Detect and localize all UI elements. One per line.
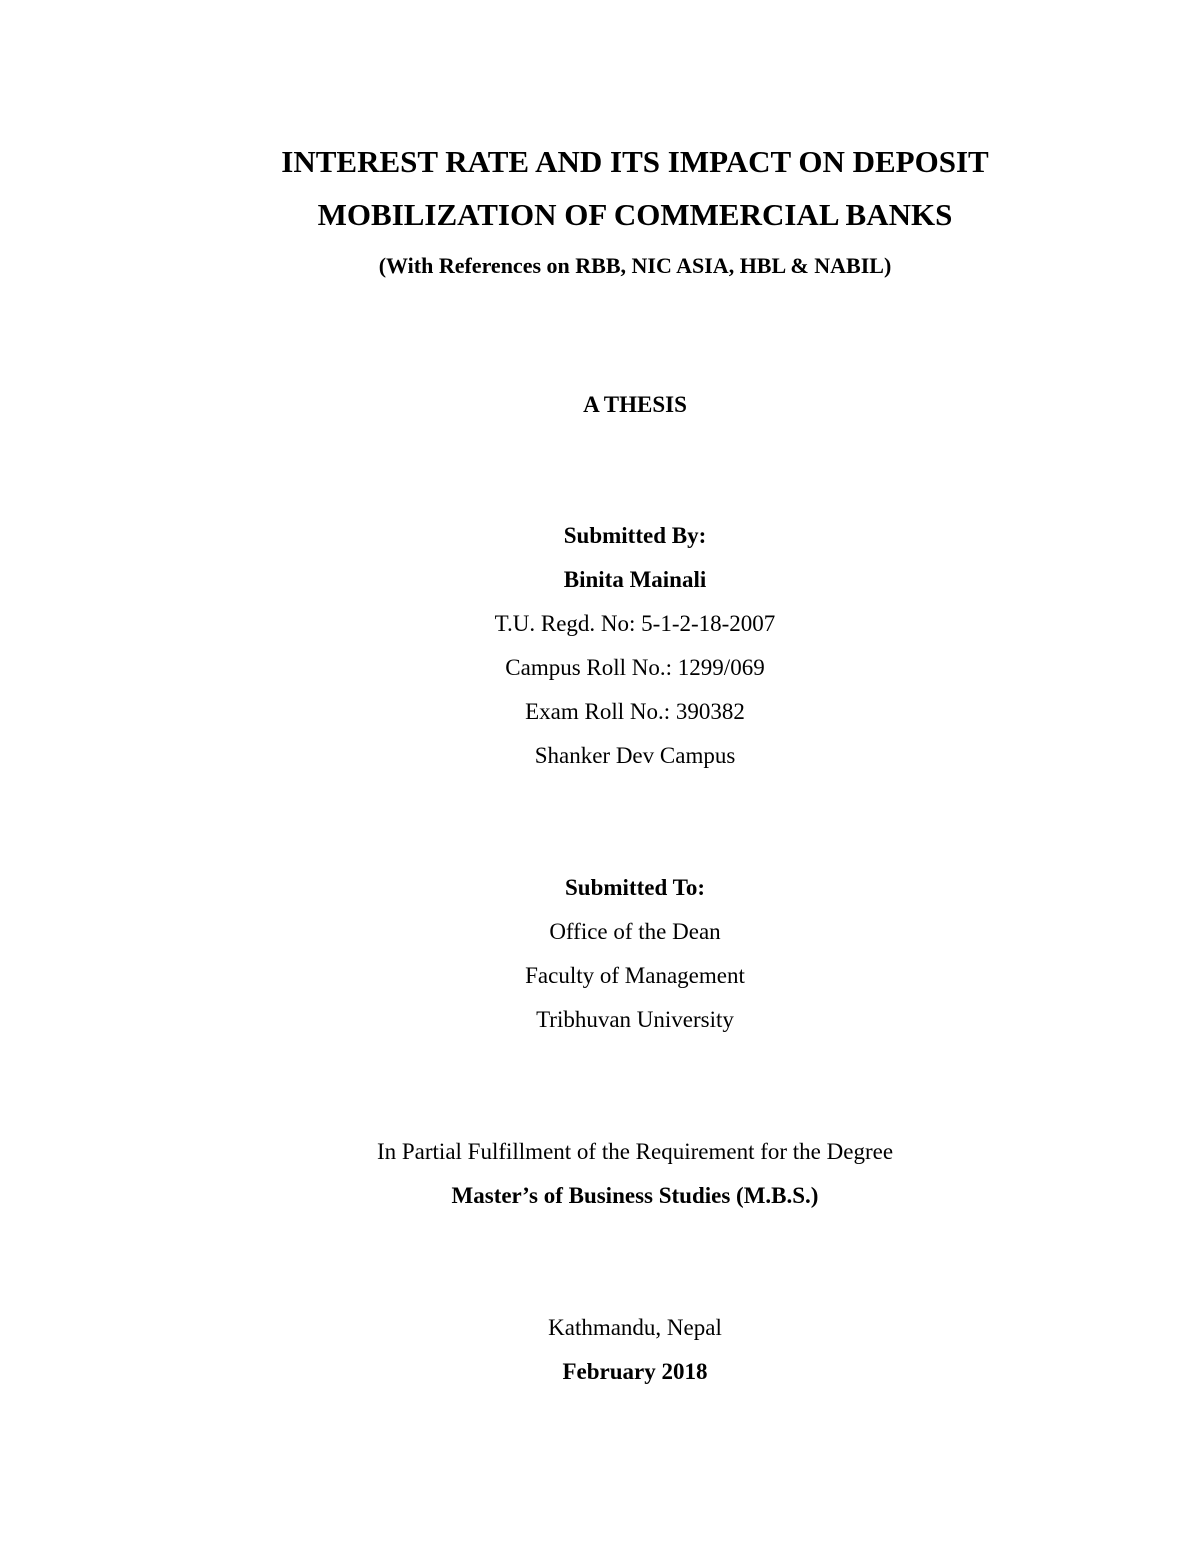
thesis-title-line-1: INTEREST RATE AND ITS IMPACT ON DEPOSIT bbox=[281, 144, 989, 179]
submission-date: February 2018 bbox=[562, 1359, 708, 1384]
degree-name: Master’s of Business Studies (M.B.S.) bbox=[451, 1183, 819, 1208]
degree-statement: In Partial Fulfillment of the Requirement for the Degree bbox=[376, 1139, 894, 1164]
campus-name: Shanker Dev Campus bbox=[534, 743, 736, 768]
author-name: Binita Mainali bbox=[563, 567, 707, 592]
location: Kathmandu, Nepal bbox=[548, 1315, 722, 1340]
university-name: Tribhuvan University bbox=[536, 1007, 734, 1032]
campus-roll-number: Campus Roll No.: 1299/069 bbox=[505, 655, 765, 680]
thesis-title-line-2: MOBILIZATION OF COMMERCIAL BANKS bbox=[317, 197, 953, 232]
submitted-to-heading: Submitted To: bbox=[565, 875, 705, 900]
exam-roll-number: Exam Roll No.: 390382 bbox=[525, 699, 745, 724]
faculty-name: Faculty of Management bbox=[525, 963, 745, 988]
regd-number: T.U. Regd. No: 5-1-2-18-2007 bbox=[494, 611, 776, 636]
thesis-references: (With References on RBB, NIC ASIA, HBL & NABIL) bbox=[378, 253, 892, 278]
document-type: A THESIS bbox=[583, 392, 687, 417]
submitted-by-heading: Submitted By: bbox=[563, 523, 707, 548]
office-name: Office of the Dean bbox=[549, 919, 721, 944]
